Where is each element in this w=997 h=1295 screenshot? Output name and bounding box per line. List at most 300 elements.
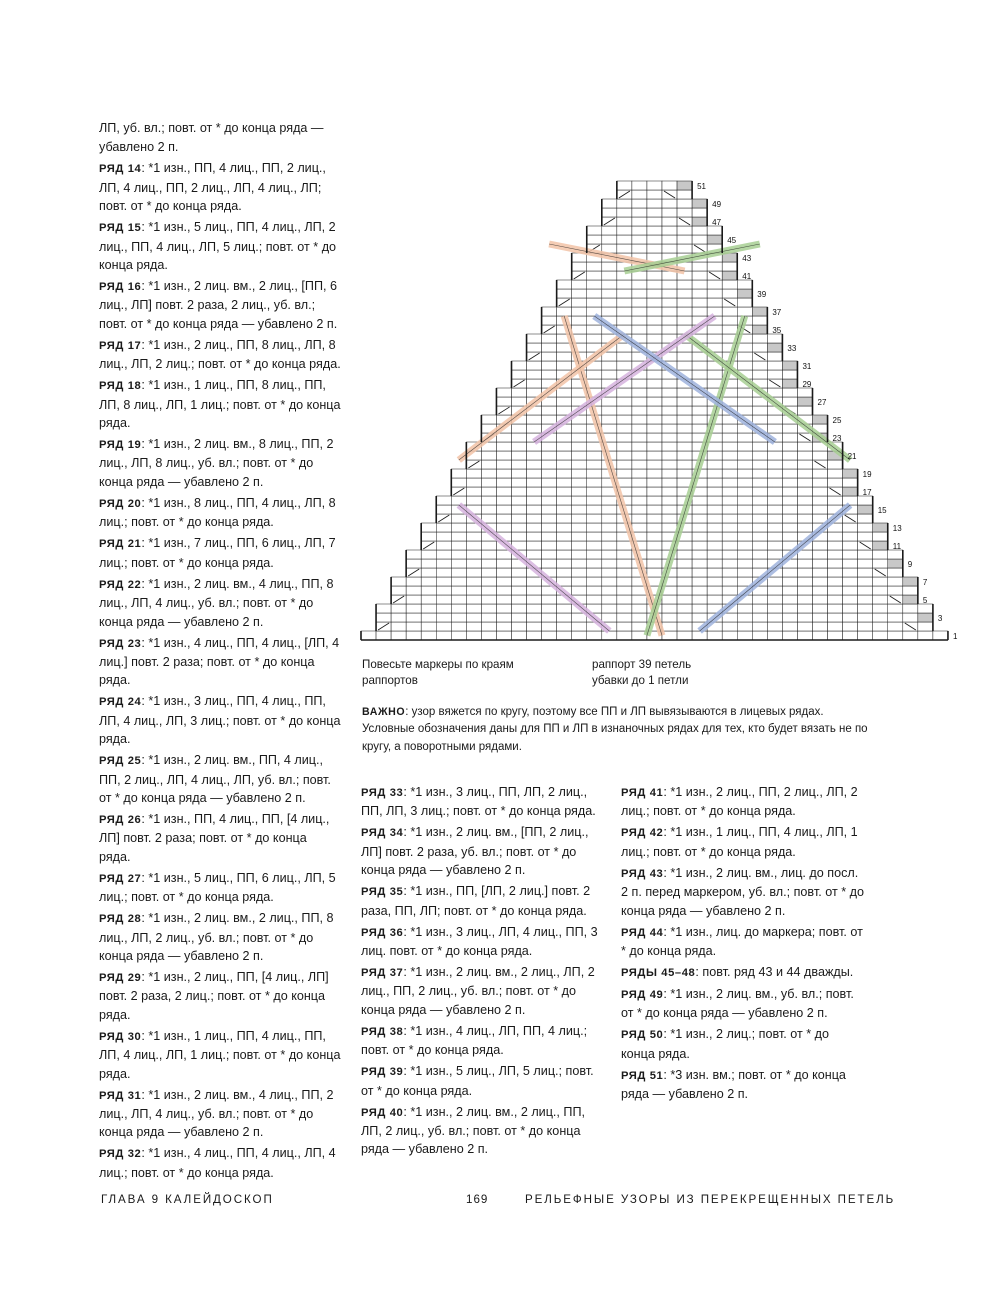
chart-cell [466,541,481,550]
chart-cell [481,478,496,487]
chart-cell [782,370,797,379]
chart-cell [858,613,873,622]
chart-cell [602,523,617,532]
row-text: : *1 изн., 2 лиц. вм., [ПП, 2 лиц., ЛП] повт. 2 раза, уб. вл.; повт. от * до конца ряда — убавлено 2 п. [361,825,589,878]
chart-cell [843,550,858,559]
chart-cell [542,559,557,568]
row-number-label: 37 [772,308,782,317]
chart-cell [632,433,647,442]
chart-cell [421,523,436,532]
chart-cell [797,622,812,631]
chart-cell [662,379,677,388]
chart-cell [918,604,933,613]
chart-cell [647,334,662,343]
chart-cell [421,577,436,586]
chart-cell [481,487,496,496]
chart-cell [918,613,933,622]
chart-cell [527,496,542,505]
row-number-label: 5 [922,596,928,605]
chart-cell [873,577,888,586]
chart-cell [496,469,511,478]
chart-cell [572,622,587,631]
chart-cell [662,613,677,622]
chart-cell [752,595,767,604]
chart-cell [888,559,903,568]
chart-cell [767,505,782,514]
row-text: : *1 изн., 4 лиц., ПП, 4 лиц., [ЛП, 4 лиц.] повт. 2 раза; повт. от * до конца ряда. [99,635,340,688]
chart-cell [572,289,587,298]
chart-cell [647,199,662,208]
chart-cell [662,415,677,424]
chart-cell [572,442,587,451]
chart-cell [692,280,707,289]
chart-cell [752,523,767,532]
chart-cell [737,568,752,577]
chart-cell [797,613,812,622]
chart-cell [813,559,828,568]
chart-cell [782,604,797,613]
chart-cell [903,604,918,613]
footer-title: РЕЛЬЕФНЫЕ УЗОРЫ ИЗ ПЕРЕКРЕЩЕННЫХ ПЕТЕЛЬ [525,1193,896,1206]
chart-cell [828,568,843,577]
chart-cell [767,460,782,469]
chart-cell [542,343,557,352]
chart-cell [527,604,542,613]
chart-cell [496,622,511,631]
chart-cell [752,514,767,523]
row-text: : *1 изн., 2 лиц. вм., 8 лиц., ПП, 2 лиц., ЛП, 8 лиц., уб. вл.; повт. от * до конца ряда — убавлено 2 п. [99,437,334,489]
row-label: РЯД 39 [361,1066,404,1079]
chart-cell [572,316,587,325]
chart-cell [647,406,662,415]
row-number-label: 23 [832,434,842,443]
chart-cell [737,478,752,487]
chart-cell [512,496,527,505]
chart-cell [496,631,511,640]
row-text: : *1 изн., ПП, [ЛП, 2 лиц.] повт. 2 раза, ПП, ЛП; повт. от * до конца ряда. [361,884,591,918]
chart-cell [496,496,511,505]
chart-cell [587,631,602,640]
chart-cell [737,352,752,361]
row-text: : *1 изн., 2 лиц. вм., 2 лиц., ПП, 8 лиц., ЛП, 2 лиц., уб. вл.; повт. от * до конца ряда — убавлено 2 п. [99,911,334,963]
chart-cell [858,532,873,541]
chart-cell [527,631,542,640]
chart-cell [406,559,421,568]
row-number-label: 33 [787,344,797,353]
chart-cell [632,199,647,208]
chart-cell [662,289,677,298]
chart-cell [496,451,511,460]
chart-cell [737,280,752,289]
chart-cell [602,262,617,271]
chart-cell [873,586,888,595]
chart-cell [512,433,527,442]
chart-cell [797,442,812,451]
chart-cell [662,604,677,613]
chart-cell [782,568,797,577]
instruction-row [99,575,341,631]
chart-cell [888,622,903,631]
chart-cell [632,613,647,622]
chart-cell [632,604,647,613]
chart-cell [632,298,647,307]
chart-cell [512,451,527,460]
chart-cell [722,325,737,334]
chart-cell [647,325,662,334]
row-text: : *1 изн., 2 лиц., ПП, 8 лиц., ЛП, 8 лиц., ЛП, 2 лиц.; повт. от * до конца ряда. [99,337,341,372]
chart-cell [677,190,692,199]
chart-cell [677,577,692,586]
chart-cell [692,595,707,604]
chart-cell [647,244,662,253]
chart-cell [527,415,542,424]
chart-cell [557,550,572,559]
chart-cell [752,622,767,631]
instruction-row [99,1027,341,1083]
chart-cell [858,604,873,613]
chart-cell [617,415,632,424]
chart-cell [496,433,511,442]
chart-cell [587,289,602,298]
row-label: РЯД 16 [99,281,142,294]
row-number-label: 17 [862,488,872,497]
chart-cell [677,595,692,604]
chart-cell [512,397,527,406]
chart-cell [692,361,707,370]
instruction-row [621,864,866,920]
chart-cell [677,424,692,433]
chart-cell [662,316,677,325]
chart-cell [647,190,662,199]
chart-cell [527,523,542,532]
chart-cell [677,352,692,361]
chart-cell [391,622,406,631]
chart-cell [752,541,767,550]
row-label: РЯД 44 [621,926,664,939]
row-label: РЯД 19 [99,439,142,452]
chart-cell [527,514,542,523]
chart-cell [542,631,557,640]
chart-cell [542,478,557,487]
chart-cell [707,586,722,595]
chart-cell [677,199,692,208]
chart-cell [707,577,722,586]
chart-cell [406,550,421,559]
chart-cell [707,487,722,496]
chart-cell [632,289,647,298]
row-text: : *1 изн., лиц. до маркера; повт. от * до конца ряда. [621,924,863,959]
row-label: РЯД 36 [361,926,404,939]
chart-cell [752,415,767,424]
chart-cell [451,577,466,586]
chart-cell [692,208,707,217]
chart-cell [767,352,782,361]
chart-cell [692,559,707,568]
chart-cell [617,559,632,568]
chart-cell [557,523,572,532]
chart-cell [707,451,722,460]
chart-cell [602,289,617,298]
chart-cell [587,478,602,487]
chart-cell [557,568,572,577]
chart-cell [557,505,572,514]
chart-cell [391,577,406,586]
row-label: РЯД 25 [99,755,142,768]
chart-cell [572,541,587,550]
chart-cell [767,631,782,640]
chart-cell [632,442,647,451]
chart-cell [632,622,647,631]
chart-cell [632,469,647,478]
chart-cell [406,631,421,640]
chart-cell [527,451,542,460]
chart-cell [797,469,812,478]
chart-cell [527,622,542,631]
chart-cell [572,298,587,307]
chart-cell [436,595,451,604]
chart-cell [767,514,782,523]
chart-grid [355,118,958,678]
chart-cell [542,613,557,622]
chart-cell [602,235,617,244]
instruction-row [621,823,866,861]
chart-cell [843,631,858,640]
knitting-chart [355,118,958,678]
chart-cell [677,361,692,370]
chart-cell [632,379,647,388]
chart-cell [677,541,692,550]
chart-cell [542,523,557,532]
instruction-row [361,1103,606,1159]
chart-cell [903,613,918,622]
chart-cell [572,280,587,289]
chart-cell [873,604,888,613]
chart-cell [707,469,722,478]
chart-cell [436,541,451,550]
chart-cell [617,388,632,397]
chart-cell [557,352,572,361]
row-number-label: 31 [802,362,812,371]
chart-cell [737,559,752,568]
chart-cell [527,460,542,469]
chart-cell [421,613,436,622]
chart-cell [903,586,918,595]
chart-cell [813,577,828,586]
chart-cell [752,505,767,514]
chart-cell [918,622,933,631]
chart-cell [602,532,617,541]
chart-cell [542,469,557,478]
row-label: РЯД 28 [99,913,142,926]
chart-cell [647,433,662,442]
chart-cell [557,442,572,451]
row-text: : повт. ряд 43 и 44 дважды. [695,965,854,980]
row-label: РЯД 51 [621,1069,664,1082]
row-text: : *1 изн., 2 лиц. вм., 2 лиц., [ПП, 6 лиц., ЛП] повт. 2 раза, 2 лиц., уб. вл.; повт. от * до конца ряда — убавлено 2 п. [99,279,338,331]
chart-cell [587,280,602,289]
chart-cell [527,505,542,514]
chart-cell [767,361,782,370]
chart-cell [873,550,888,559]
row-label: РЯД 42 [621,827,664,840]
chart-cell [647,460,662,469]
chart-cell [752,451,767,460]
chart-cell [692,631,707,640]
chart-cell [542,496,557,505]
chart-cell [888,631,903,640]
chart-cell [557,622,572,631]
chart-cell [692,514,707,523]
chart-cell [647,298,662,307]
chart-cell [647,523,662,532]
row-label: РЯД 49 [621,989,664,1002]
chart-cell [692,550,707,559]
chart-cell [782,460,797,469]
chart-cell [722,550,737,559]
chart-cell [572,631,587,640]
chart-cell [813,613,828,622]
chart-cell [617,352,632,361]
chart-cell [557,541,572,550]
chart-cell [527,586,542,595]
chart-cell [617,244,632,253]
chart-cell [451,469,466,478]
chart-cell [496,460,511,469]
chart-cell [782,514,797,523]
chart-cell [557,361,572,370]
chart-cell [707,550,722,559]
chart-cell [707,334,722,343]
row-label: РЯД 43 [621,867,664,880]
chart-cell [662,514,677,523]
chart-cell [858,496,873,505]
chart-cell [677,226,692,235]
chart-cell [512,514,527,523]
chart-cell [662,442,677,451]
chart-cell [481,613,496,622]
chart-cell [496,487,511,496]
chart-cell [722,622,737,631]
chart-cell [692,406,707,415]
chart-cell [782,487,797,496]
chart-cell [722,496,737,505]
chart-cell [481,586,496,595]
row-label: РЯД 37 [361,967,404,980]
row-label: РЯД 40 [361,1106,404,1119]
instruction-row [99,869,341,907]
chart-cell [632,280,647,289]
chart-cell [421,631,436,640]
chart-cell [451,595,466,604]
row-number-label: 43 [742,254,752,263]
chart-cell [707,631,722,640]
row-label: РЯД 41 [621,787,664,799]
chart-cell [632,460,647,469]
row-text: : *1 изн., 4 лиц., ЛП, ПП, 4 лиц.; повт. от * до конца ряда. [361,1023,588,1058]
chart-cell [843,568,858,577]
chart-cell [527,478,542,487]
chart-cell [662,487,677,496]
chart-cell [496,568,511,577]
chart-cell [647,478,662,487]
chart-cell [813,478,828,487]
row-number-label: 27 [817,398,827,407]
chart-cell [512,604,527,613]
chart-cell [632,397,647,406]
chart-cell [843,469,858,478]
chart-cell [602,226,617,235]
chart-cell [707,541,722,550]
right-instructions-column [621,783,866,1106]
chart-cell [722,280,737,289]
chart-cell [662,298,677,307]
chart-cell [903,595,918,604]
chart-cell [662,181,677,190]
chart-cell [707,226,722,235]
chart-cell [752,307,767,316]
chart-cell [677,433,692,442]
chart-cell [587,514,602,523]
chart-cell [527,370,542,379]
chart-cell [647,442,662,451]
chart-cell [843,496,858,505]
chart-cell [542,415,557,424]
chart-cell [496,442,511,451]
chart-cell [767,532,782,541]
chart-cell [466,586,481,595]
chart-cell [767,451,782,460]
chart-cell [572,478,587,487]
chart-cell [647,388,662,397]
chart-cell [421,604,436,613]
chart-cell [722,271,737,280]
chart-cell [632,316,647,325]
chart-cell [752,343,767,352]
chart-cell [451,550,466,559]
chart-cell [406,577,421,586]
chart-cell [617,442,632,451]
chart-cell [617,307,632,316]
chart-cell [737,460,752,469]
row-text: : *1 изн., 5 лиц., ПП, 6 лиц., ЛП, 5 лиц.; повт. от * до конца ряда. [99,870,336,905]
chart-cell [542,352,557,361]
chart-cell [677,550,692,559]
chart-cell [436,631,451,640]
chart-cell [722,559,737,568]
chart-cell [587,298,602,307]
chart-cell [587,325,602,334]
row-number-label: 1 [952,632,958,641]
chart-cell [797,496,812,505]
row-text: : *1 изн., 3 лиц., ПП, ЛП, 2 лиц., ПП, ЛП, 3 лиц.; повт. от * до конца ряда. [361,785,596,819]
chart-cell [662,622,677,631]
chart-cell [737,496,752,505]
chart-cell [587,235,602,244]
chart-cell [828,577,843,586]
row-text: : *1 изн., 2 лиц. вм., 2 лиц., ЛП, 2 лиц., ПП, 2 лиц., уб. вл.; повт. от * до конца ряда — убавлено 2 п. [361,965,595,1017]
chart-cell [496,478,511,487]
chart-cell [451,604,466,613]
chart-cell [707,325,722,334]
chart-cell [406,604,421,613]
chart-cell [647,271,662,280]
row-number-label: 39 [757,290,767,299]
chart-cell [767,586,782,595]
chart-cell [782,595,797,604]
chart-cell [617,469,632,478]
chart-cell [692,298,707,307]
instruction-row [361,1062,606,1100]
